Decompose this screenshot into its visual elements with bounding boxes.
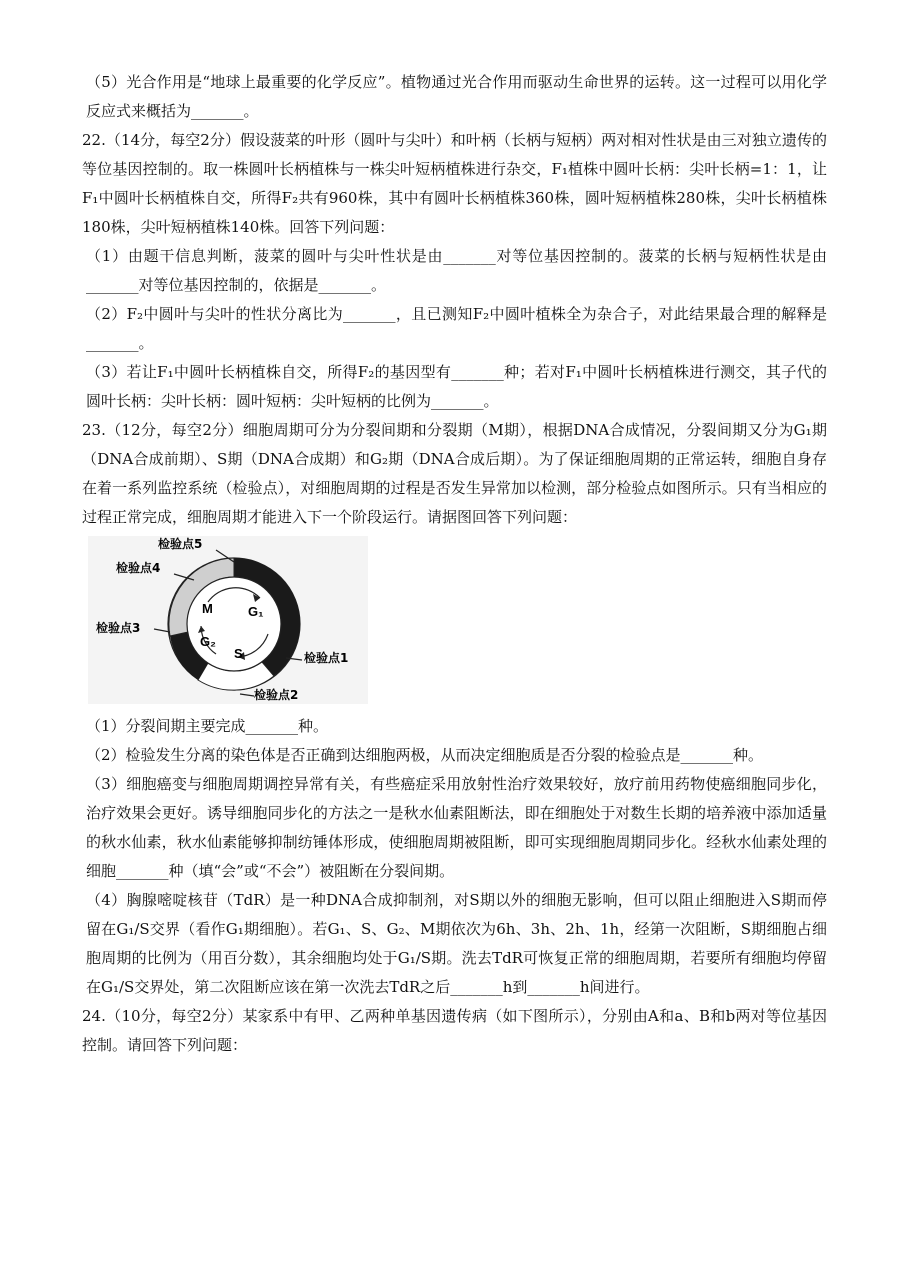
q23-intro: 23.（12分，每空2分）细胞周期可分为分裂间期和分裂期（M期），根据DNA合成情况，分裂间期又分为G₁期（DNA合成前期）、S期（DNA合成期）和G₂期（DNA合成后期）。为了保证细胞周期的正常运转，细胞自身存在着一系列监控系统（检验点），对细胞周期的过程是否发生异常加以检测，部分检验点如图所示。只有当相应的过程正常完成，细胞周期才能进入下一个阶段运行。请据图回答下列问题： xyxy=(82,421,827,526)
q22-part2: （2）F₂中圆叶与尖叶的性状分离比为_______，且已测知F₂中圆叶植株全为杂合子，对此结果最合理的解释是_______。 xyxy=(86,305,827,352)
checkpoint-1-label: 检验点1 xyxy=(304,651,349,665)
exam-page xyxy=(82,0,827,1060)
checkpoint-2-label: 检验点2 xyxy=(254,688,299,702)
checkpoint-4-label: 检验点4 xyxy=(116,561,161,575)
q22-part3: （3）若让F₁中圆叶长柄植株自交，所得F₂的基因型有_______种；若对F₁中圆叶长柄植株进行测交，其子代的圆叶长柄：尖叶长柄：圆叶短柄：尖叶短柄的比例为_______。 xyxy=(86,363,827,410)
q21-part5: （5）光合作用是“地球上最重要的化学反应”。植物通过光合作用而驱动生命世界的运转。这一过程可以用化学反应式来概括为_______。 xyxy=(86,73,827,120)
checkpoint-3-label: 检验点3 xyxy=(96,621,141,635)
phase-g2-label: G₂ xyxy=(200,634,216,649)
cell-cycle-figure xyxy=(88,536,368,704)
q23-part4: （4）胸腺嘧啶核苷（TdR）是一种DNA合成抑制剂，对S期以外的细胞无影响，但可以阻止细胞进入S期而停留在G₁/S交界（看作G₁期细胞）。若G₁、S、G₂、M期依次为6h、3h、2h、1h，经第一次阻断，S期细胞占细胞周期的比例为（用百分数），其余细胞均处于G₁/S期。洗去TdR可恢复正常的细胞周期，若要所有细胞均停留在G₁/S交界处，第二次阻断应该在第一次洗去TdR之后_______h到_______h间进行。 xyxy=(86,891,827,996)
phase-g1-label: G₁ xyxy=(248,604,264,619)
q24-intro: 24.（10分，每空2分）某家系中有甲、乙两种单基因遗传病（如下图所示），分别由A和a、B和b两对等位基因控制。请回答下列问题： xyxy=(82,1007,827,1054)
phase-m-label: M xyxy=(202,601,213,616)
phase-s-label: S xyxy=(234,646,243,661)
q23-part2: （2）检验发生分离的染色体是否正确到达细胞两极，从而决定细胞质是否分裂的检验点是_______种。 xyxy=(86,746,764,764)
q22-part1: （1）由题干信息判断，菠菜的圆叶与尖叶性状是由_______对等位基因控制的。菠菜的长柄与短柄性状是由_______对等位基因控制的，依据是_______。 xyxy=(86,247,827,294)
checkpoint-5-label: 检验点5 xyxy=(158,537,203,551)
q22-intro: 22.（14分，每空2分）假设菠菜的叶形（圆叶与尖叶）和叶柄（长柄与短柄）两对相对性状是由三对独立遗传的等位基因控制的。取一株圆叶长柄植株与一株尖叶短柄植株进行杂交，F₁植株中圆叶长柄：尖叶长柄=1：1，让F₁中圆叶长柄植株自交，所得F₂共有960株，其中有圆叶长柄植株360株，圆叶短柄植株280株，尖叶长柄植株180株，尖叶短柄植株140株。回答下列问题： xyxy=(82,131,827,236)
q23-part3: （3）细胞癌变与细胞周期调控异常有关，有些癌症采用放射性治疗效果较好，放疗前用药物使癌细胞同步化，治疗效果会更好。诱导细胞同步化的方法之一是秋水仙素阻断法，即在细胞处于对数生长期的培养液中添加适量的秋水仙素，秋水仙素能够抑制纺锤体形成，使细胞周期被阻断，即可实现细胞周期同步化。经秋水仙素处理的细胞_______种（填“会”或“不会”）被阻断在分裂间期。 xyxy=(86,775,827,880)
cell-cycle-diagram xyxy=(88,536,368,704)
q23-part1: （1）分裂间期主要完成_______种。 xyxy=(86,717,329,735)
